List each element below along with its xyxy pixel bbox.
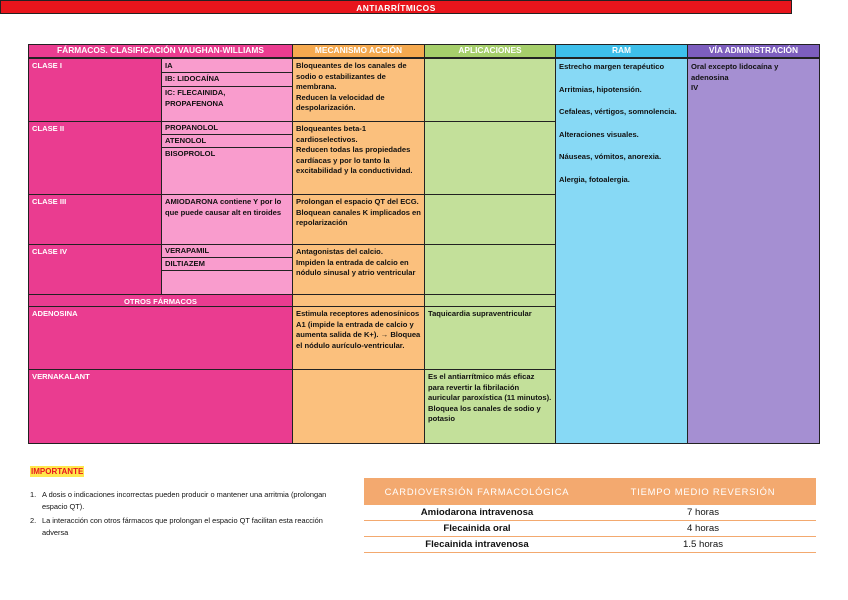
drug-propanolol: PROPANOLOL xyxy=(165,123,219,132)
cardioversion-header xyxy=(364,478,816,505)
important-notes xyxy=(30,489,350,539)
table-row xyxy=(364,521,816,537)
table-row xyxy=(364,505,816,521)
cardioversion-table xyxy=(364,478,816,553)
table-title: ANTIARRÍTMICOS xyxy=(0,0,792,14)
mechanism-line: Prolongan el espacio QT del ECG. xyxy=(296,197,419,206)
ram-item: Arritmias, hipotensión. xyxy=(559,84,642,94)
application-line: Bloquea los canales de sodio y potasio xyxy=(428,403,541,424)
ram-item: Estrecho margen terapéutico xyxy=(559,62,665,71)
adenosina-mechanism: Estimula receptores adenosínicos A1 (impide la entrada de calcio y aumenta salida de K+). → Bloquea el nódulo aurículo-ventricular. xyxy=(292,306,425,370)
table-row xyxy=(364,537,816,553)
note-text: A dosis o indicaciones incorrectas pueden producir o mantener una arritmia (prolongan espacio QT). xyxy=(42,490,327,511)
header-route: VÍA ADMINISTRACIÓN xyxy=(687,44,820,58)
class-ii-applications xyxy=(424,121,556,195)
ram-item: Náuseas, vómitos, anorexia. xyxy=(559,152,662,162)
class-ii-label: CLASE II xyxy=(28,121,162,195)
class-iv-label: CLASE IV xyxy=(28,244,162,295)
cardioversion-drug: Flecainida intravenosa xyxy=(425,539,529,550)
cardioversion-time: 7 horas xyxy=(687,507,719,518)
header-mechanism: MECANISMO ACCIÓN xyxy=(292,44,425,58)
cardioversion-time: 1.5 horas xyxy=(682,539,723,550)
cardioversion-drug: Amiodarona intravenosa xyxy=(420,507,534,518)
ram-item: Alergia, fotoalergia. xyxy=(559,174,630,184)
header-ram: RAM xyxy=(555,44,688,58)
class-i-drugs xyxy=(161,58,293,122)
header-cardioversion: CARDIOVERSIÓN FARMACOLÓGICA xyxy=(384,486,570,497)
drug-ic: IC: FLECAINIDA, PROPAFENONA xyxy=(165,88,226,108)
mechanism-line: Reducen todas las propiedades cardíacas y por lo tanto la excitabilidad y la conductividad. xyxy=(296,145,413,176)
drug-diltiazem: DILTIAZEM xyxy=(165,259,205,268)
class-i-applications xyxy=(424,58,556,122)
header-drugs: FÁRMACOS. CLASIFICACIÓN VAUGHAN-WILLIAMS xyxy=(28,44,293,58)
adenosina-application: Taquicardia supraventricular xyxy=(424,306,556,370)
class-i-label: CLASE I xyxy=(28,58,162,122)
mechanism-line: Impiden la entrada de calcio en nódulo sinusal y atrio ventricular xyxy=(296,257,416,278)
cardioversion-time: 4 horas xyxy=(687,523,719,534)
mechanism-line: Bloquean canales K implicados en repolarización xyxy=(296,207,421,228)
mechanism-line: Bloqueantes de los canales de sodio o estabilizantes de membrana. xyxy=(296,61,407,92)
vernakalant-application xyxy=(424,369,556,444)
mechanism-line: Antagonistas del calcio. xyxy=(296,247,383,256)
vernakalant-label: VERNAKALANT xyxy=(28,369,293,444)
class-iii-label: CLASE III xyxy=(28,194,162,245)
route-column xyxy=(687,58,820,444)
route-item: Oral excepto lidocaína y adenosina xyxy=(691,62,779,82)
class-iii-drugs: AMIODARONA contiene Y por lo que puede causar alt en tiroides xyxy=(161,194,293,245)
important-title: IMPORTANTE xyxy=(31,467,84,476)
note-text: La interacción con otros fármacos que prolongan el espacio QT facilitan esta reacción adversa xyxy=(42,516,323,537)
drug-ia: IA xyxy=(165,61,173,70)
class-iii-applications xyxy=(424,194,556,245)
drug-bisoprolol: BISOPROLOL xyxy=(165,149,216,158)
drug-ib: IB: LIDOCAÍNA xyxy=(165,74,220,83)
class-ii-drugs xyxy=(161,121,293,195)
ram-item: Cefaleas, vértigos, somnolencia. xyxy=(559,107,677,117)
vernakalant-mechanism xyxy=(292,369,425,444)
other-drugs-title: OTROS FÁRMACOS xyxy=(28,294,293,307)
class-iii-mechanism xyxy=(292,194,425,245)
route-item: IV xyxy=(691,83,699,93)
adenosina-label: ADENOSINA xyxy=(28,306,293,370)
mechanism-line: Bloqueantes beta-1 cardioselectivos. xyxy=(296,124,367,144)
class-iv-drugs xyxy=(161,244,293,295)
header-reversion-time: TIEMPO MEDIO REVERSIÓN xyxy=(630,486,776,497)
class-i-mechanism xyxy=(292,58,425,122)
note-item: 1. A dosis o indicaciones incorrectas pueden producir o mantener una arritmia (prolongan espacio QT). xyxy=(30,490,327,511)
drug-atenolol: ATENOLOL xyxy=(165,136,207,145)
class-iv-applications xyxy=(424,244,556,295)
ram-item: Alteraciones visuales. xyxy=(559,129,639,139)
cardioversion-drug: Flecainida oral xyxy=(443,523,511,534)
class-ii-mechanism xyxy=(292,121,425,195)
header-applications: APLICACIONES xyxy=(424,44,556,58)
class-iv-mechanism xyxy=(292,244,425,295)
ram-column xyxy=(555,58,688,444)
drug-verapamil: VERAPAMIL xyxy=(165,246,210,255)
note-item: 2. La interacción con otros fármacos que prolongan el espacio QT facilitan esta reacción adversa xyxy=(30,516,323,537)
application-line: Es el antiarrítmico más eficaz para revertir la fibrilación auricular paroxística (11 minutos). xyxy=(428,372,552,403)
mechanism-line: Reducen la velocidad de despolarización. xyxy=(296,92,385,113)
